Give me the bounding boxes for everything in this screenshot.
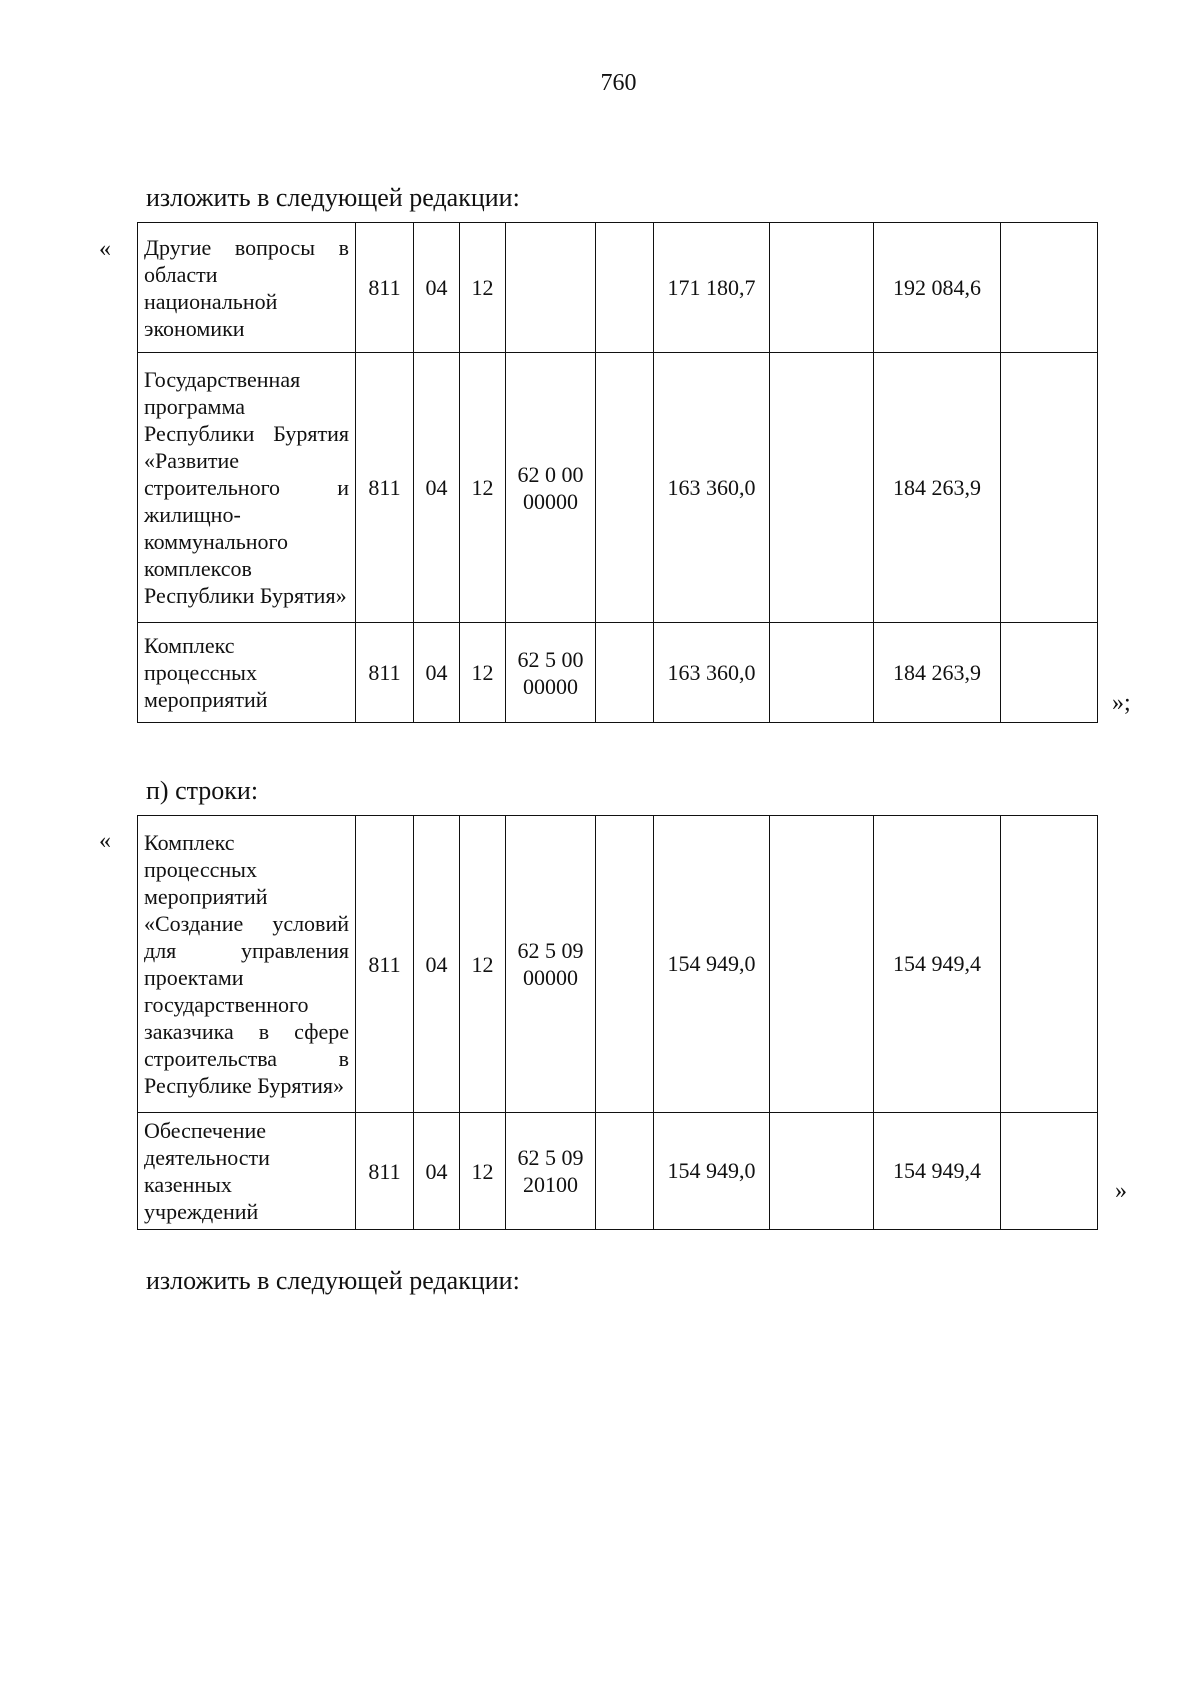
amount-col-7 — [770, 223, 874, 353]
amount-1: 154 949,0 — [654, 1113, 770, 1230]
table-row — [138, 1113, 1098, 1230]
block1-open-quote: « — [99, 236, 111, 262]
amount-col-7 — [770, 1113, 874, 1230]
subsection-code: 12 — [460, 1113, 506, 1230]
block1-table — [137, 222, 1098, 723]
row-name: Обеспечение деятельности казенных учреждений — [138, 1113, 356, 1230]
amount-col-9 — [1001, 816, 1098, 1113]
table-row — [138, 816, 1098, 1113]
amount-col-7 — [770, 623, 874, 723]
table-row — [138, 353, 1098, 623]
block2-close-quote: » — [1115, 1178, 1127, 1204]
amount-col-9 — [1001, 1113, 1098, 1230]
amount-1: 163 360,0 — [654, 353, 770, 623]
row-name: Комплекс процессных мероприятий — [138, 623, 356, 723]
amount-2: 154 949,4 — [874, 1113, 1001, 1230]
expense-type-code — [596, 353, 654, 623]
admin-code: 811 — [356, 816, 414, 1113]
admin-code: 811 — [356, 1113, 414, 1230]
amount-2: 184 263,9 — [874, 623, 1001, 723]
page-number: 760 — [600, 70, 637, 96]
subsection-code: 12 — [460, 353, 506, 623]
amount-1: 171 180,7 — [654, 223, 770, 353]
amount-2: 184 263,9 — [874, 353, 1001, 623]
footer-intro: изложить в следующей редакции: — [146, 1266, 520, 1295]
block1-intro: изложить в следующей редакции: — [146, 183, 520, 212]
row-name: Государственная программа Республики Бурятия «Развитие строительного и жилищно-коммунального комплексов Республики Бурятия» — [138, 353, 356, 623]
row-name: Другие вопросы в области национальной экономики — [138, 223, 356, 353]
target-article-code: 62 0 00 00000 — [506, 353, 596, 623]
section-code: 04 — [414, 816, 460, 1113]
block1-close-quote: »; — [1112, 690, 1131, 716]
amount-col-9 — [1001, 223, 1098, 353]
table-row — [138, 623, 1098, 723]
target-article-code: 62 5 00 00000 — [506, 623, 596, 723]
target-article-code: 62 5 09 20100 — [506, 1113, 596, 1230]
amount-1: 154 949,0 — [654, 816, 770, 1113]
admin-code: 811 — [356, 623, 414, 723]
expense-type-code — [596, 223, 654, 353]
block2-table — [137, 815, 1098, 1230]
amount-1: 163 360,0 — [654, 623, 770, 723]
amount-col-9 — [1001, 353, 1098, 623]
section-code: 04 — [414, 1113, 460, 1230]
block2-open-quote: « — [99, 828, 111, 854]
amount-col-9 — [1001, 623, 1098, 723]
admin-code: 811 — [356, 353, 414, 623]
row-name: Комплекс процессных мероприятий «Создание условий для управления проектами государственного заказчика в сфере строительства в Республике Бурятия» — [138, 816, 356, 1113]
target-article-code — [506, 223, 596, 353]
section-code: 04 — [414, 623, 460, 723]
subsection-code: 12 — [460, 623, 506, 723]
expense-type-code — [596, 1113, 654, 1230]
subsection-code: 12 — [460, 223, 506, 353]
section-code: 04 — [414, 353, 460, 623]
amount-col-7 — [770, 353, 874, 623]
subsection-code: 12 — [460, 816, 506, 1113]
amount-2: 192 084,6 — [874, 223, 1001, 353]
table-row — [138, 223, 1098, 353]
amount-col-7 — [770, 816, 874, 1113]
section-code: 04 — [414, 223, 460, 353]
target-article-code: 62 5 09 00000 — [506, 816, 596, 1113]
amount-2: 154 949,4 — [874, 816, 1001, 1113]
expense-type-code — [596, 816, 654, 1113]
block2-intro: п) строки: — [146, 776, 259, 805]
admin-code: 811 — [356, 223, 414, 353]
expense-type-code — [596, 623, 654, 723]
